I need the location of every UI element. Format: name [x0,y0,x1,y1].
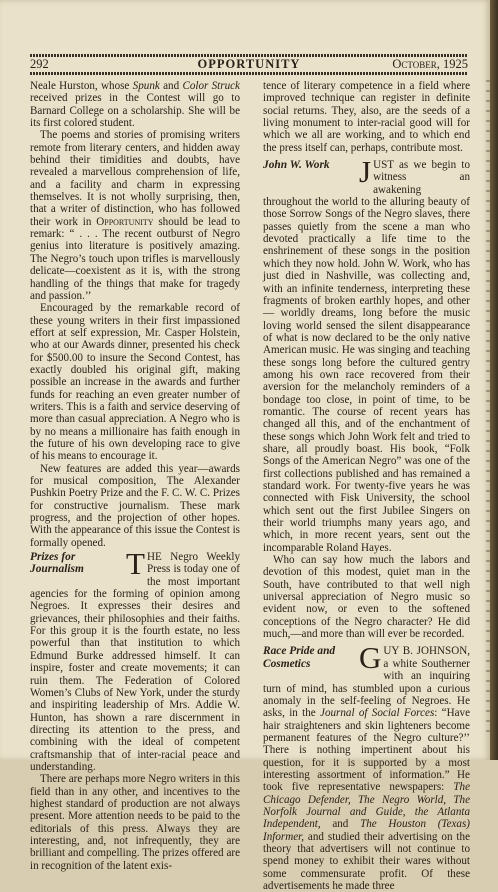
section-heading: Race Pride and Cosmetics [263,645,336,670]
paragraph: tence of literary competence in a field where improved technique can register in definite social returns. They, also, are the seeds of a living monument to inter-racial good will for which we all are working, and to which end the press itself can, perhaps, contribute most. [263,80,470,154]
paragraph: The poems and stories of promising writers remote from literary centers, and hidden away behind their timidities and doubts, have revealed a marvellous comprehension of life, and a facility and charm in expressing themselves. It is not wholly surprising, then, that a writer of distinction, who has followed their work in Opportunity should be lead to remark: “ . . . The recent outburst of Negro genius into literature is positively amazing. The Negro’s touch upon trifles is marvellously delicate—coexistent as it is, with the strong handling of the things that make for tragedy and passion.’’ [30,129,240,302]
drop-cap: J [359,154,372,190]
section-john-w-work [263,154,470,554]
section-prizes-for-journalism [30,546,240,773]
section-race-pride-and-cosmetics [263,640,470,892]
drop-cap: T [126,546,145,582]
right-column [263,80,470,892]
left-column [30,80,240,872]
section-text: UST as we begin to witness an awakening throughout the world to the alluring beauty of those Sorrow Songs of the Negro slaves, there passes quietly from the scene a man who devoted practically a life time to the enshrinement of these songs in the position which they now hold. John W. Work, who has just died in Nashville, was collecting and, with an infinite tenderness, interpreting these fragments of broken earthly hopes, and other — worldly dreams, long before the music loving world sensed the silent disappearance of what is now declared to be the only native American music. He was singing and teaching these songs long before the cultured gentry among his own race recovered from their aversion for the melancholy reminders of a bondage too close, in point of time, to be romantic. The course of recent years has changed all this, and of the enchantment of these songs which John Work felt and tried to share, all proudly boast. His book, “Folk Songs of the American Negro” was one of the first collections published and has remained a standard work. For twenty-five years he was connected with Fisk University, the school which sent out the first Jubilee Singers on their world triumphs many years ago, and which, in more recent years, sent out the incomparable Roland Hayes. [263,159,470,554]
paragraph: There are perhaps more Negro writers in this field than in any other, and incentives to the highest standard of production are not always present. More attention needs to be paid to the editorials of this press. Always they are interesting, and, not infrequently, they are brilliant and compelling. The prizes offered are in recognition of the latent exis- [30,773,240,872]
paragraph: Encouraged by the remarkable record of these young writers in their first impassioned effort at self expression, Mr. Casper Holstein, who at our Awards dinner, presented his check for $500.00 to insure the Second Contest, has exactly doubled his original gift, making possible an increase in the awards and further funds for reaching an even greater number of writers. This is a faith and service deserving of more than casual appreciation. A Negro who is by no means a millionaire has faith enough in the future of his own developing race to give of his means to encourage it. [30,302,240,463]
paragraph: Neale Hurston, whose Spunk and Color Struck received prizes in the Contest will go to Barnard College on a scholarship. She will be its first colored student. [30,80,240,130]
section-heading: Prizes for Journalism [30,551,84,576]
binding-edge [490,0,498,760]
page-number: 292 [30,57,49,71]
header-ornament-rule [30,72,468,75]
section-text: HE Negro Weekly Press is today one of the most important agencies for the forming of opinion among Negroes. It expresses their desires and grievances, their philosophies and their faiths. For this group it is the fourth estate, no less powerful than that institution to which Edmund Burke addressed himself. It can inspire, foster and create movements; it can ruin them. The Federation of Colored Women’s Clubs of New York, under the sturdy and inspiriting leadership of Mrs. Addie W. Hunton, has shown a rare discernment in directing its attention to the press, and combining with the ideal of competent craftsmanship that of inter-racial peace and understanding. [30,551,240,773]
section-text: UY B. JOHNSON, a white Southerner with an inquiring turn of mind, has stumbled upon a curious anomaly in the self-feeling of Negroes. He asks, in the Journal of Social Forces: “Have hair straighteners and skin lighteners become permanent features of the Negro culture?’’ There is nothing impertinent about his question, for it is supported by a most interesting assortment of information.” He took five representative newspapers: The Chicago Defender, The Negro World, The Norfolk Journal and Guide, the Atlanta Independent, and The Houston (Texas) Informer, and studied their advertising on the theory that advertisers will not continue to spend money to exhibit their wares without some commensurate profit. Of these advertisements he made three [263,645,470,892]
section-heading: John W. Work [263,159,330,172]
paragraph: Who can say how much the labors and devotion of this modest, quiet man in the South, have contributed to that well nigh universal appreciation of Negro music so evident now, or even to the softened conceptions of the Negro character? He did much,—and more than will ever be recorded. [263,554,470,641]
running-header [30,57,468,71]
magazine-title: OPPORTUNITY [197,57,301,71]
issue-date: October, 1925 [392,57,468,71]
paragraph: New features are added this year—awards for musical composition, The Alexander Pushkin Poetry Prize and the F. C. W. C. Prizes for constructive journalism. These mark progress, and the projection of other hopes. With the appearance of this issue the Contest is formally opened. [30,462,240,549]
drop-cap: G [359,640,382,676]
